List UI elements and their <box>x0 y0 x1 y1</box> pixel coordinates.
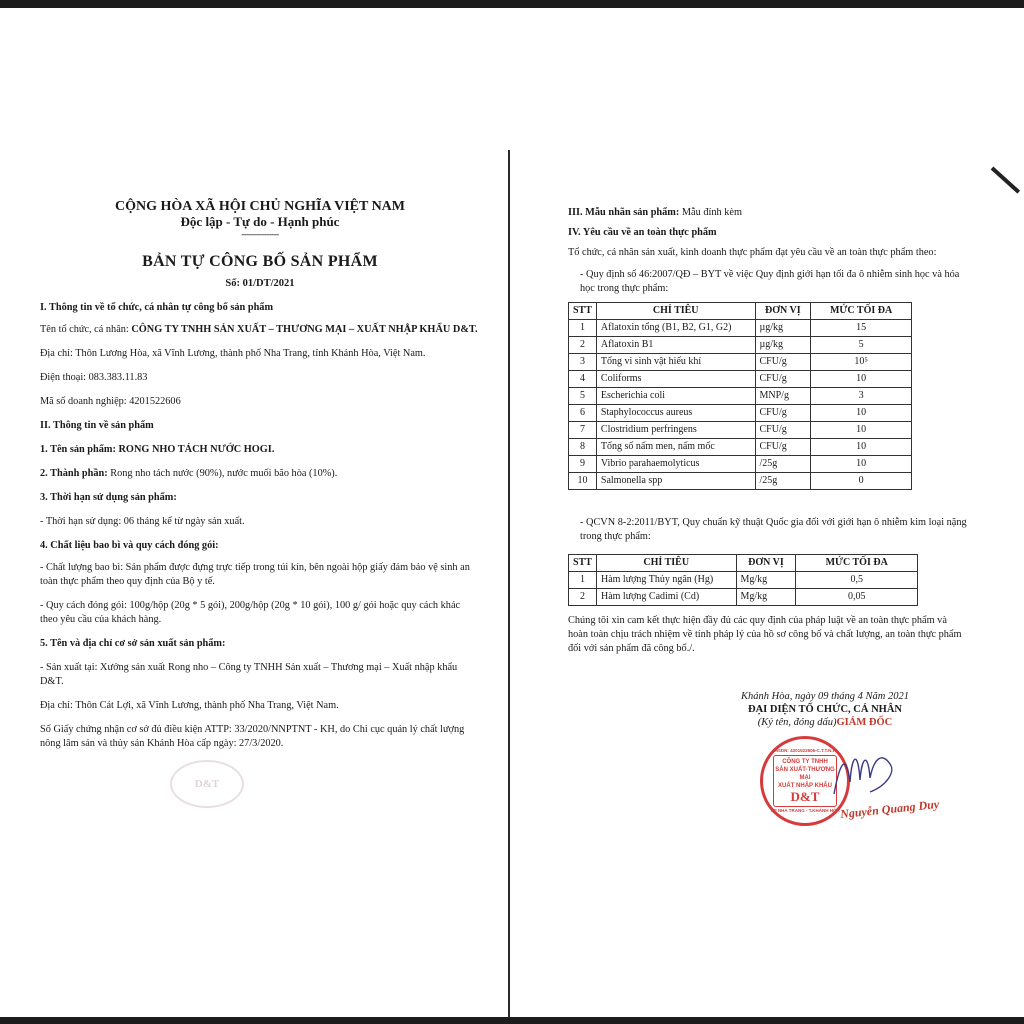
section-2-title: II. Thông tin về sản phẩm <box>40 420 154 431</box>
seal-place: T.P NHA TRANG - T.KHÁNH HÒA <box>770 808 840 813</box>
seal-tax-code: MSDN: 4201522606-C.T.T.N.H <box>774 748 836 753</box>
signature-block <box>700 690 950 729</box>
seal-brand: D&T <box>790 789 820 804</box>
table-cell: CFU/g <box>755 422 811 439</box>
section-4-title: IV. Yêu cầu về an toàn thực phẩm <box>568 227 717 238</box>
org-tax-code: Mã số doanh nghiệp: 4201522606 <box>40 396 181 407</box>
table-row <box>569 589 918 606</box>
table-cell: 2 <box>569 337 597 354</box>
table-cell: Mg/kg <box>736 572 796 589</box>
table-cell: 0 <box>811 473 912 490</box>
table-row <box>569 388 912 405</box>
org-name: CÔNG TY TNHH SẢN XUẤT – THƯƠNG MẠI – XUẤT NHẬP KHẨU D&T. <box>131 324 478 335</box>
table-header-cell: MỨC TỐI ĐA <box>796 555 918 572</box>
table-header-cell: CHỈ TIÊU <box>596 555 736 572</box>
table-header-cell: CHỈ TIÊU <box>596 303 755 320</box>
left-page <box>40 200 480 751</box>
table-cell: Vibrio parahaemolyticus <box>596 456 755 473</box>
safety-intro: Tổ chức, cá nhân sản xuất, kinh doanh thực phẩm đạt yêu cầu về an toàn thực phẩm theo: <box>568 247 937 258</box>
manufacturer-address: Địa chỉ: Thôn Cát Lợi, xã Vĩnh Lương, thành phố Nha Trang, Việt Nam. <box>40 700 339 711</box>
table-cell: 15 <box>811 320 912 337</box>
table-cell: CFU/g <box>755 405 811 422</box>
table-row <box>569 371 912 388</box>
table-header-row <box>569 303 912 320</box>
table-cell: CFU/g <box>755 439 811 456</box>
table-row <box>569 473 912 490</box>
table-header-cell: MỨC TỐI ĐA <box>811 303 912 320</box>
product-name: RONG NHO TÁCH NƯỚC HOGI. <box>118 444 275 455</box>
table-cell: 5 <box>569 388 597 405</box>
table-cell: 4 <box>569 371 597 388</box>
table-cell: 10 <box>569 473 597 490</box>
shelf-life-title: 3. Thời hạn sử dụng sản phẩm: <box>40 492 177 503</box>
table-cell: Aflatoxin tổng (B1, B2, G1, G2) <box>596 320 755 337</box>
regulation-2: - QCVN 8-2:2011/BYT, Quy chuẩn kỹ thuật Quốc gia đối với giới hạn ô nhiễm kim loại nặng trong thực phẩm: <box>580 517 967 542</box>
table-cell: Hàm lượng Thủy ngân (Hg) <box>596 572 736 589</box>
table-cell: 10 <box>811 371 912 388</box>
table-cell: MNP/g <box>755 388 811 405</box>
table-cell: 10 <box>811 439 912 456</box>
representative-title: ĐẠI DIỆN TỔ CHỨC, CÁ NHÂN <box>747 704 902 715</box>
product-label: 1. Tên sản phẩm: <box>40 444 119 455</box>
sign-note: (Ký tên, đóng dấu) <box>757 717 837 728</box>
seal-line-1: CÔNG TY TNHH <box>782 759 828 765</box>
table-row <box>569 439 912 456</box>
table-cell: 2 <box>569 589 597 606</box>
motto: Độc lập - Tự do - Hạnh phúc <box>180 214 340 229</box>
table-cell: Tổng vi sinh vật hiếu khí <box>596 354 755 371</box>
table-cell: Tổng số nấm men, nấm mốc <box>596 439 755 456</box>
table-cell: 1 <box>569 572 597 589</box>
table-cell: CFU/g <box>755 371 811 388</box>
product-name-line <box>40 443 480 457</box>
seal-inner <box>773 755 837 807</box>
page-divider <box>508 150 510 1018</box>
table-cell: Hàm lượng Cadimi (Cd) <box>596 589 736 606</box>
section-3-line <box>568 206 968 220</box>
table-cell: 3 <box>811 388 912 405</box>
signer-name: Nguyễn Quang Duy <box>839 796 940 822</box>
table-row <box>569 422 912 439</box>
table-cell: µg/kg <box>755 320 811 337</box>
table-header-row <box>569 555 918 572</box>
org-name-line <box>40 323 480 337</box>
table-header-cell: ĐƠN VỊ <box>755 303 811 320</box>
table-row <box>569 320 912 337</box>
document-header <box>40 200 480 291</box>
seal-line-2: SẢN XUẤT-THƯƠNG MẠI <box>775 767 835 781</box>
corner-mark <box>991 167 1020 194</box>
org-address: Địa chỉ: Thôn Lương Hòa, xã Vĩnh Lương, thành phố Nha Trang, tỉnh Khánh Hòa, Việt Nam. <box>40 348 426 359</box>
manufacturer-title: 5. Tên và địa chỉ cơ sở sản xuất sản phẩm: <box>40 638 226 649</box>
table-cell: CFU/g <box>755 354 811 371</box>
table-cell: /25g <box>755 456 811 473</box>
table-row <box>569 405 912 422</box>
org-phone: Điện thoại: 083.383.11.83 <box>40 372 148 383</box>
table-cell: Coliforms <box>596 371 755 388</box>
motto-underline: --------------- <box>241 229 279 239</box>
document-number: Số: 01/DT/2021 <box>225 278 295 289</box>
director-title: GIÁM ĐỐC <box>836 717 893 728</box>
table-cell: Aflatoxin B1 <box>596 337 755 354</box>
table-cell: 5 <box>811 337 912 354</box>
org-label: Tên tổ chức, cá nhân: <box>40 324 132 335</box>
table-cell: /25g <box>755 473 811 490</box>
table-cell: Mg/kg <box>736 589 796 606</box>
scan-edge-top <box>0 0 1024 8</box>
nation-heading: CỘNG HÒA XÃ HỘI CHỦ NGHĨA VIỆT NAM <box>114 199 405 214</box>
section-1-title: I. Thông tin về tổ chức, cá nhân tự công bố sản phẩm <box>40 302 274 313</box>
packaging-material: - Chất lượng bao bì: Sản phẩm được đựng trực tiếp trong túi kín, bên ngoài hộp giấy đảm bảo vệ sinh an toàn thực phẩm theo quy định của Bộ y tế. <box>40 562 470 587</box>
table-row <box>569 354 912 371</box>
table-header-cell: STT <box>569 555 597 572</box>
table-cell: 8 <box>569 439 597 456</box>
table-cell: Clostridium perfringens <box>596 422 755 439</box>
handwritten-signature <box>830 742 900 802</box>
table-cell: Staphylococcus aureus <box>596 405 755 422</box>
table-cell: µg/kg <box>755 337 811 354</box>
seal-line-3: XUẤT NHẬP KHẨU <box>778 783 832 789</box>
food-safety-certificate: Số Giấy chứng nhận cơ sở đủ điều kiện ATTP: 33/2020/NNPTNT - KH, do Chi cục quản lý chất lượng nông lâm sản và thủy sản Khánh Hòa cấp ngày: 27/3/2020. <box>40 724 465 749</box>
table-cell: 0,5 <box>796 572 918 589</box>
sign-date: Khánh Hòa, ngày 09 tháng 4 Năm 2021 <box>741 691 909 702</box>
table-cell: 3 <box>569 354 597 371</box>
table-cell: 1 <box>569 320 597 337</box>
section-3-value: Mẫu đính kèm <box>681 207 742 218</box>
manufacturer-location: - Sản xuất tại: Xưởng sản xuất Rong nho – Công ty TNHH Sản xuất – Thương mại – Xuất nhập khẩu D&T. <box>40 662 458 687</box>
packaging-spec: - Quy cách đóng gói: 100g/hộp (20g * 5 gói), 200g/hộp (20g * 10 gói), 100 g/ gói hoặc quy cách khác theo yêu cầu của khách hàng. <box>40 600 461 625</box>
table-cell: Salmonella spp <box>596 473 755 490</box>
table-row <box>569 337 912 354</box>
microbial-limits-table <box>568 302 912 490</box>
scan-edge-bottom <box>0 1017 1024 1024</box>
table-cell: 0,05 <box>796 589 918 606</box>
ingredients-label: 2. Thành phần: <box>40 468 111 479</box>
sign-note-line <box>700 716 950 729</box>
table-cell: 9 <box>569 456 597 473</box>
table-cell: 10⁵ <box>811 354 912 371</box>
table-row <box>569 572 918 589</box>
table-cell: 7 <box>569 422 597 439</box>
document-title: BẢN TỰ CÔNG BỐ SẢN PHẨM <box>142 253 378 270</box>
section-3-title: III. Mẫu nhãn sản phẩm: <box>568 207 682 218</box>
table-cell: 10 <box>811 456 912 473</box>
commitment-statement: Chúng tôi xin cam kết thực hiện đầy đủ các quy định của pháp luật về an toàn thực phẩm và hoàn toàn chịu trách nhiệm về tính pháp lý của hồ sơ công bố và chất lượng, an toàn thực phẩm đối với sản phẩm đã công bố./. <box>568 615 962 654</box>
right-page <box>568 206 968 656</box>
shelf-life: - Thời hạn sử dụng: 06 tháng kể từ ngày sản xuất. <box>40 516 245 527</box>
table-cell: 10 <box>811 405 912 422</box>
ingredients: Rong nho tách nước (90%), nước muối bão hòa (10%). <box>110 468 338 479</box>
table-cell: 10 <box>811 422 912 439</box>
ingredients-line <box>40 467 480 481</box>
table-header-cell: ĐƠN VỊ <box>736 555 796 572</box>
faint-stamp: D&T <box>170 760 244 808</box>
table-cell: 6 <box>569 405 597 422</box>
table-header-cell: STT <box>569 303 597 320</box>
table-cell: Escherichia coli <box>596 388 755 405</box>
heavy-metal-limits-table <box>568 554 918 606</box>
regulation-1: - Quy định số 46:2007/QĐ – BYT về việc Quy định giới hạn tối đa ô nhiễm sinh học và hóa học trong thực phẩm: <box>580 269 960 294</box>
table-row <box>569 456 912 473</box>
packaging-title: 4. Chất liệu bao bì và quy cách đóng gói: <box>40 540 219 551</box>
